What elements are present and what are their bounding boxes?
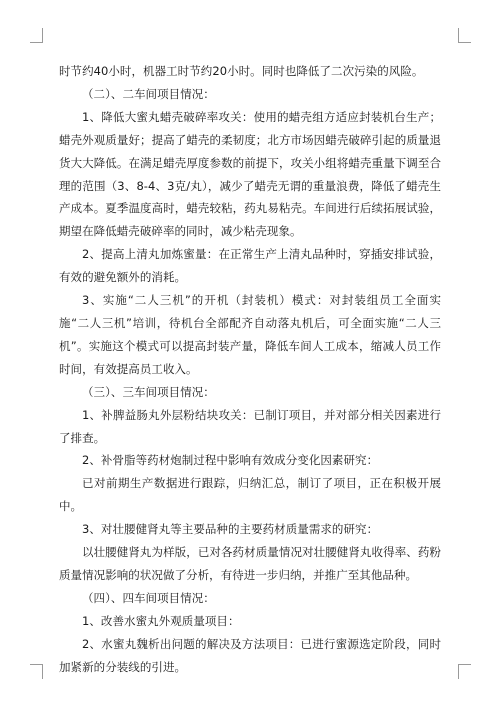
crop-mark-bottom-left — [30, 664, 43, 679]
paragraph: 1、降低大蜜丸蜡壳破碎率攻关：使用的蜡壳组方适应封装机台生产；蜡壳外观质量好；提高了蜡壳的柔韧度；北方市场因蜡壳破碎引起的质量退货大大降低。在满足蜡壳厚度参数的前提下，攻关小组将蜡壳重量下调至合理的范围（3、8-4、3克/丸），减少了蜡壳无谓的重量浪费，降低了蜡壳生产成本。夏季温度高时，蜡壳较粘，药丸易粘壳。车间进行后续拓展试验，期望在降低蜡壳破碎率的同时，减少粘壳现象。 — [59, 109, 441, 239]
section-heading-workshop-3: （三）、三车间项目情况： — [82, 384, 215, 399]
section-heading-workshop-2: （二）、二车间项目情况： — [82, 86, 215, 101]
crop-mark-top-left — [30, 28, 43, 43]
paragraph: 1、改善水蜜丸外观质量项目： — [82, 613, 240, 628]
paragraph: 2、提高上清丸加炼蜜量：在正常生产上清丸品种时，穿插安排试验，有效的避免额外的消耗。 — [59, 247, 441, 285]
crop-mark-top-right — [458, 28, 471, 43]
paragraph: 2、水蜜丸魏析出问题的解决及方法项目：已进行蜜源选定阶段，同时加紧新的分装线的引进。 — [59, 636, 441, 674]
paragraph: 时节约40小时，机器工时节约20小时。同时也降低了二次污染的风险。 — [59, 64, 424, 78]
document-body — [59, 60, 441, 678]
paragraph: 以壮腰健肾丸为样版，已对各药材质量情况对壮腰健肾丸收得率、药粉质量情况影响的状况做了分析，有待进一步归纳，并推广至其他品种。 — [59, 545, 441, 582]
paragraph: 3、对壮腰健肾丸等主要品种的主要药材质量需求的研究： — [82, 522, 379, 537]
paragraph: 已对前期生产数据进行跟踪，归纳汇总，制订了项目，正在积极开展中。 — [59, 476, 441, 514]
paragraph: 3、实施“二人三机”的开机（封装机）模式：对封装组员工全面实施“二人三机”培训，待机台全部配齐自动落丸机后，可全面实施“二人三机”。实施这个模式可以提高封装产量，降低车间人工成本，缩减人员工作时间，有效提高员工收入。 — [59, 293, 441, 376]
crop-mark-bottom-right — [458, 664, 471, 679]
paragraph: 1、补脾益肠丸外层粉结块攻关：已制订项目，并对部分相关因素进行了排查。 — [59, 407, 441, 445]
section-heading-workshop-4: （四）、四车间项目情况： — [82, 590, 215, 605]
paragraph: 2、补骨脂等药材炮制过程中影响有效成分变化因素研究： — [82, 453, 379, 468]
